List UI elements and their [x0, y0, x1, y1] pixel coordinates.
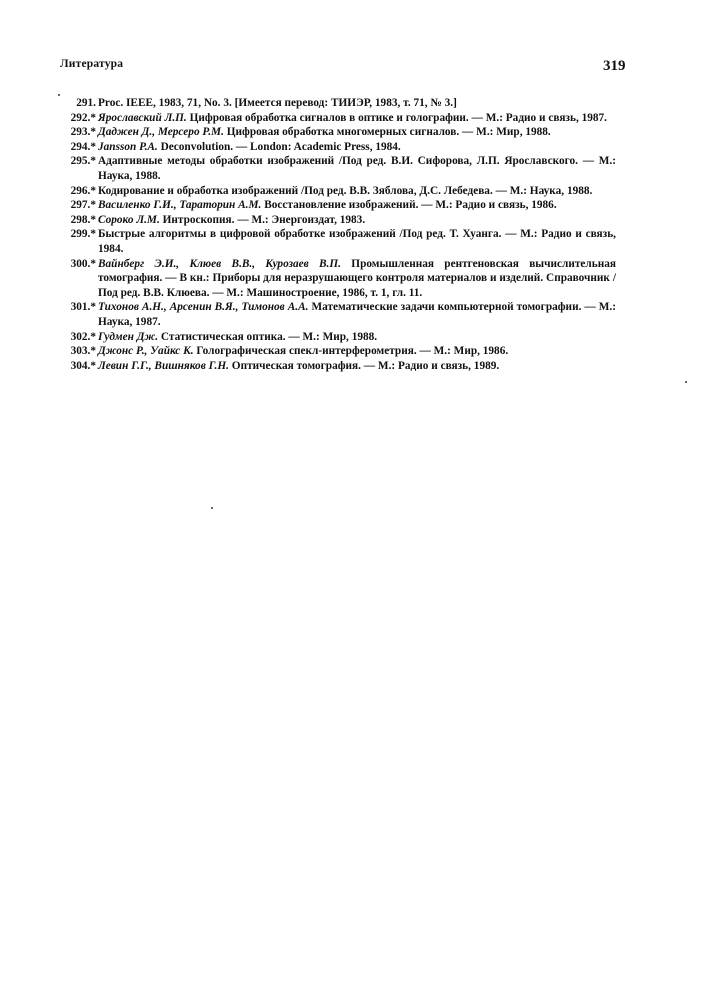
reference-authors: Вайнберг Э.И., Клюев В.В., Курозаев В.П. [98, 257, 341, 270]
reference-authors: Василенко Г.И., Тараторин А.М. [98, 199, 262, 212]
scan-speck [58, 94, 60, 96]
reference-text: Восстановление изображений. — М.: Радио и связь, 1986. [261, 199, 557, 212]
reference-text: Быстрые алгоритмы в цифровой обработке изображений /Под ред. Т. Хуанга. — М.: Радио и связь, 1984. [98, 228, 616, 255]
reference-item [60, 198, 616, 213]
reference-authors: Тихонов А.Н., Арсенин В.Я., Тимонов А.А. [98, 301, 309, 314]
reference-text: Кодирование и обработка изображений /Под ред. В.В. Зяблова, Д.С. Лебедева. — М.: Наука, 1988. [98, 184, 593, 197]
reference-item [60, 140, 616, 155]
reference-text: Цифровая обработка сигналов в оптике и голографии. — М.: Радио и связь, 1987. [186, 111, 608, 124]
reference-item [60, 300, 616, 329]
reference-authors: Даджен Д., Мерсеро Р.М. [98, 126, 224, 139]
reference-item [60, 257, 616, 301]
reference-number: 291. [76, 97, 96, 109]
reference-item [60, 125, 616, 140]
reference-number: 304.* [70, 359, 96, 372]
reference-number: 303.* [70, 345, 96, 358]
reference-item [60, 330, 616, 345]
reference-text: Оптическая томография. — М.: Радио и связь, 1989. [228, 359, 500, 372]
reference-number: 292.* [70, 111, 96, 124]
reference-item [60, 213, 616, 228]
reference-text: Deconvolution. — London: Academic Press, 1984. [157, 140, 401, 153]
reference-item [60, 111, 616, 126]
reference-item [60, 227, 616, 256]
scan-speck [685, 381, 687, 383]
reference-item [60, 184, 616, 199]
page-number: 319 [603, 58, 626, 74]
reference-text: Математические задачи компьютерной томографии. — М.: Наука, 1987. [98, 301, 616, 328]
reference-number: 295.* [70, 155, 96, 168]
reference-text: Голографическая спекл-интерферометрия. — М.: Мир, 1986. [193, 345, 509, 358]
reference-number: 298.* [70, 213, 96, 226]
reference-number: 294.* [70, 140, 96, 153]
reference-number: 302.* [70, 330, 96, 343]
reference-authors: Левин Г.Г., Вишняков Г.Н. [98, 359, 229, 372]
reference-number: 300.* [70, 257, 96, 270]
reference-number: 297.* [70, 199, 96, 212]
reference-authors: Сороко Л.М. [98, 213, 160, 226]
running-head: Литература [60, 58, 124, 70]
reference-text: Адаптивные методы обработки изображений /Под ред. В.И. Сифорова, Л.П. Ярославского. — М.: Наука, 1988. [98, 155, 616, 182]
reference-text: Цифровая обработка многомерных сигналов. — М.: Мир, 1988. [223, 126, 551, 139]
reference-item [60, 154, 616, 183]
reference-text: Статистическая оптика. — М.: Мир, 1988. [158, 330, 378, 343]
scan-speck [211, 507, 213, 509]
reference-number: 293.* [70, 126, 96, 139]
reference-number: 296.* [70, 184, 96, 197]
reference-text: Промышленная рентгеновская вычислительная томография. — В кн.: Приборы для неразрушающего контроля материалов и изделий. Справочник /Под ред. В.В. Клюева. — М.: Машиностроение, 1986, т. 1, гл. 11. [98, 257, 616, 299]
reference-number: 299.* [70, 228, 96, 241]
reference-item [60, 96, 616, 111]
reference-list [60, 96, 616, 373]
reference-authors: Гудмен Дж. [98, 330, 159, 343]
reference-authors: Джонс Р., Уайкс К. [98, 345, 194, 358]
reference-item [60, 344, 616, 359]
reference-text: Интроскопия. — М.: Энергоиздат, 1983. [159, 213, 366, 226]
reference-text: Proc. IEEE, 1983, 71, No. 3. [Имеется перевод: ТИИЭР, 1983, т. 71, № 3.] [98, 97, 457, 109]
reference-number: 301.* [70, 301, 96, 314]
reference-authors: Ярославский Л.П. [98, 111, 187, 124]
reference-item [60, 359, 616, 374]
reference-authors: Jansson P.A. [98, 140, 158, 153]
